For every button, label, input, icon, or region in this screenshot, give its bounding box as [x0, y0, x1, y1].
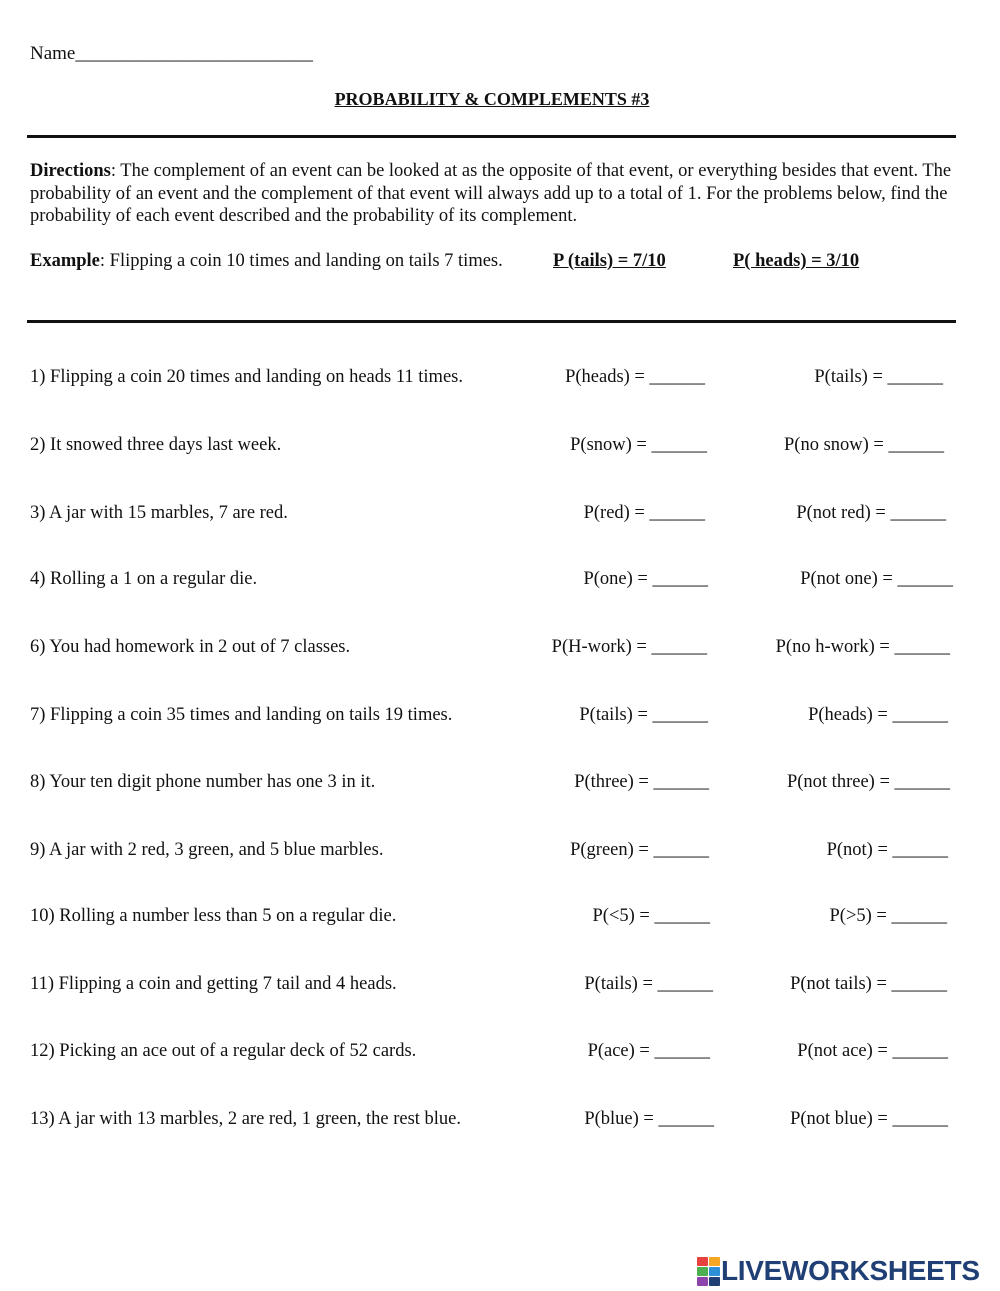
logo-cube [697, 1267, 708, 1276]
probability-answer[interactable]: P(blue) = ______ [584, 1109, 714, 1129]
logo-cube [697, 1277, 708, 1286]
problem-row [0, 367, 1000, 397]
logo-cube [697, 1257, 708, 1266]
probability-answer[interactable]: P(<5) = ______ [592, 906, 710, 926]
logo-cubes-icon [697, 1257, 719, 1285]
problem-text: 12) Picking an ace out of a regular deck of 52 cards. [30, 1041, 417, 1061]
probability-answer[interactable]: P(one) = ______ [583, 569, 708, 589]
problem-row [0, 569, 1000, 599]
probability-answer[interactable]: P(green) = ______ [570, 840, 709, 860]
probability-answer[interactable]: P(tails) = ______ [584, 974, 713, 994]
page-title: PROBABILITY & COMPLEMENTS #3 [334, 89, 650, 109]
problem-text: 6) You had homework in 2 out of 7 classes. [30, 637, 351, 657]
problem-text: 7) Flipping a coin 35 times and landing on tails 19 times. [30, 705, 453, 725]
probability-answer[interactable]: P(snow) = ______ [570, 435, 707, 455]
logo-cube [709, 1277, 720, 1286]
directions-label: Directions [30, 161, 111, 181]
complement-answer[interactable]: P(heads) = ______ [808, 705, 948, 725]
problem-text: 3) A jar with 15 marbles, 7 are red. [30, 503, 288, 523]
example-text: : Flipping a coin 10 times and landing on tails 7 times. [99, 251, 503, 271]
complement-answer[interactable]: P(not one) = ______ [800, 569, 953, 589]
problem-row [0, 1109, 1000, 1139]
complement-answer[interactable]: P(>5) = ______ [829, 906, 947, 926]
problem-text: 11) Flipping a coin and getting 7 tail and 4 heads. [30, 974, 397, 994]
problem-text: 13) A jar with 13 marbles, 2 are red, 1 green, the rest blue. [30, 1109, 462, 1129]
problem-text: 9) A jar with 2 red, 3 green, and 5 blue marbles. [30, 840, 384, 860]
example-label: Example [30, 251, 100, 271]
probability-answer[interactable]: P(H-work) = ______ [551, 637, 707, 657]
logo-cube [709, 1267, 720, 1276]
probability-answer[interactable]: P(three) = ______ [574, 772, 709, 792]
complement-answer[interactable]: P(not ace) = ______ [797, 1041, 948, 1061]
problem-row [0, 705, 1000, 735]
logo-text: LIVEWORKSHEETS [721, 1255, 980, 1286]
probability-answer[interactable]: P(ace) = ______ [587, 1041, 710, 1061]
name-field[interactable]: Name_________________________ [30, 43, 313, 64]
directions-text: : The complement of an event can be looked at as the opposite of that event, or everything besides that event. The probability of an event and the complement of that event will always add up to a total of 1. For the problems below, find the probability of each event described and the probability of its complement. [30, 161, 952, 226]
top-divider [27, 135, 956, 138]
complement-answer[interactable]: P(tails) = ______ [814, 367, 943, 387]
problem-row [0, 772, 1000, 802]
example-answer-2: P( heads) = 3/10 [733, 251, 860, 271]
problem-row [0, 435, 1000, 465]
problem-row [0, 503, 1000, 533]
bottom-divider [27, 320, 956, 323]
problem-text: 4) Rolling a 1 on a regular die. [30, 569, 258, 589]
probability-answer[interactable]: P(tails) = ______ [579, 705, 708, 725]
problem-row [0, 906, 1000, 936]
directions-paragraph [30, 160, 955, 228]
problem-text: 10) Rolling a number less than 5 on a regular die. [30, 906, 397, 926]
problem-row [0, 840, 1000, 870]
complement-answer[interactable]: P(not blue) = ______ [790, 1109, 948, 1129]
problem-text: 1) Flipping a coin 20 times and landing on heads 11 times. [30, 367, 463, 387]
complement-answer[interactable]: P(not three) = ______ [786, 772, 950, 792]
complement-answer[interactable]: P(no snow) = ______ [784, 435, 944, 455]
example-answer-1: P (tails) = 7/10 [553, 251, 666, 271]
complement-answer[interactable]: P(not red) = ______ [796, 503, 946, 523]
example-line [30, 251, 860, 272]
liveworksheets-logo [697, 1254, 980, 1288]
problem-row [0, 974, 1000, 1004]
probability-answer[interactable]: P(red) = ______ [583, 503, 705, 523]
complement-answer[interactable]: P(not tails) = ______ [790, 974, 947, 994]
problem-text: 8) Your ten digit phone number has one 3 in it. [30, 772, 376, 792]
problem-row [0, 1041, 1000, 1071]
complement-answer[interactable]: P(not) = ______ [826, 840, 948, 860]
complement-answer[interactable]: P(no h-work) = ______ [775, 637, 950, 657]
problem-text: 2) It snowed three days last week. [30, 435, 282, 455]
problem-row [0, 637, 1000, 667]
probability-answer[interactable]: P(heads) = ______ [565, 367, 705, 387]
logo-cube [709, 1257, 720, 1266]
